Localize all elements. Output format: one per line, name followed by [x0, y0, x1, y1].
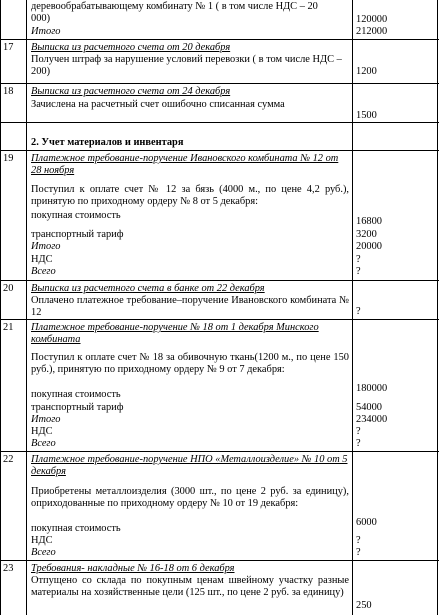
document-title: Требования- накладные № 16-18 от 6 декабря: [31, 563, 235, 574]
amount-value: 16800: [356, 216, 382, 227]
row-number: 23: [3, 563, 14, 574]
document-title: Платежное требование-поручение № 18 от 1 декабря Минского комбината: [31, 322, 319, 345]
amount-value: 212000: [356, 26, 388, 37]
line-label-grand-total: Всего: [31, 266, 56, 277]
transaction-description: Поступил к оплате счет № 18 за обивочную ткань(1200 м., по цене 150 руб.), принятую по приходному ордеру № 9 от 7 декабря:: [31, 352, 349, 375]
row-divider: [0, 150, 439, 151]
row-divider: [0, 83, 439, 84]
document-title: Платежное требование-поручение Ивановского комбината № 12 от 28 ноября: [31, 153, 339, 176]
row-text: деревообрабатывающему комбинату № 1 ( в том числе НДС – 20: [31, 1, 318, 12]
document-title: Платежное требование-поручение НПО «Металлоизделие» № 10 от 5 декабря: [31, 454, 348, 477]
line-label-grand-total: Всего: [31, 438, 56, 449]
line-label: НДС: [31, 426, 53, 437]
transaction-description: Приобретены металлоизделия (3000 шт., по цене 2 руб. за единицу), оприходованные по приходному ордеру № 10 от 19 декабря:: [31, 486, 349, 509]
transaction-description: Получен штраф за нарушение условий перевозки ( в том числе НДС – 200): [31, 54, 342, 77]
table-border-left: [0, 0, 1, 615]
amount-value: 250: [356, 600, 372, 611]
line-label: НДС: [31, 535, 53, 546]
amount-value: ?: [356, 426, 361, 437]
line-label: покупная стоимость: [31, 523, 121, 534]
amount-value: 1200: [356, 66, 377, 77]
amount-value: 120000: [356, 14, 388, 25]
row-number: 17: [3, 42, 14, 53]
amount-value: ?: [356, 438, 361, 449]
row-number: 19: [3, 153, 14, 164]
table-column-divider: [352, 0, 353, 615]
transaction-description: Зачислена на расчетный счет ошибочно списанная сумма: [31, 99, 285, 110]
row-text: 000): [31, 13, 51, 24]
line-label: покупная стоимость: [31, 210, 121, 221]
row-divider: [0, 560, 439, 561]
amount-value: ?: [356, 547, 361, 558]
row-divider: [0, 451, 439, 452]
amount-value: ?: [356, 306, 361, 317]
document-title: Выписка из расчетного счета от 24 декабря: [31, 86, 231, 97]
line-label-total: Итого: [31, 414, 61, 425]
document-title: Выписка из расчетного счета в банке от 22 декабря: [31, 283, 265, 294]
line-label: НДС: [31, 254, 53, 265]
row-number: 21: [3, 322, 14, 333]
table-border-right: [437, 0, 438, 615]
transaction-description: Поступил к оплате счет № 12 за бязь (4000 м., по цене 4,2 руб.), принятую по приходному ордеру № 8 от 5 декабря:: [31, 184, 349, 207]
row-number: 18: [3, 86, 14, 97]
amount-value: 20000: [356, 241, 382, 252]
amount-value: 1500: [356, 110, 377, 121]
row-divider: [0, 122, 439, 123]
line-label: транспортный тариф: [31, 229, 124, 240]
amount-value: 3200: [356, 229, 377, 240]
row-divider: [0, 280, 439, 281]
amount-value: 6000: [356, 517, 377, 528]
section-heading: 2. Учет материалов и инвентаря: [31, 137, 184, 148]
amount-value: ?: [356, 535, 361, 546]
row-label-total: Итого: [31, 26, 61, 37]
row-divider: [0, 39, 439, 40]
amount-value: ?: [356, 266, 361, 277]
table-column-divider: [26, 0, 27, 615]
row-divider: [0, 319, 439, 320]
line-label: транспортный тариф: [31, 402, 124, 413]
transaction-description: Оплачено платежное требование–поручение Ивановского комбината № 12: [31, 295, 349, 318]
amount-value: 180000: [356, 383, 388, 394]
row-number: 20: [3, 283, 14, 294]
amount-value: 54000: [356, 402, 382, 413]
transaction-description: Отпущено со склада по покупным ценам швейному участку разные материалы на хозяйственные цели (125 шт., по цене 2 руб. за единицу): [31, 575, 349, 598]
row-number: 22: [3, 454, 14, 465]
document-title: Выписка из расчетного счета от 20 декабря: [31, 42, 231, 53]
line-label: покупная стоимость: [31, 389, 121, 400]
line-label-grand-total: Всего: [31, 547, 56, 558]
line-label-total: Итого: [31, 241, 61, 252]
amount-value: ?: [356, 254, 361, 265]
amount-value: 234000: [356, 414, 388, 425]
